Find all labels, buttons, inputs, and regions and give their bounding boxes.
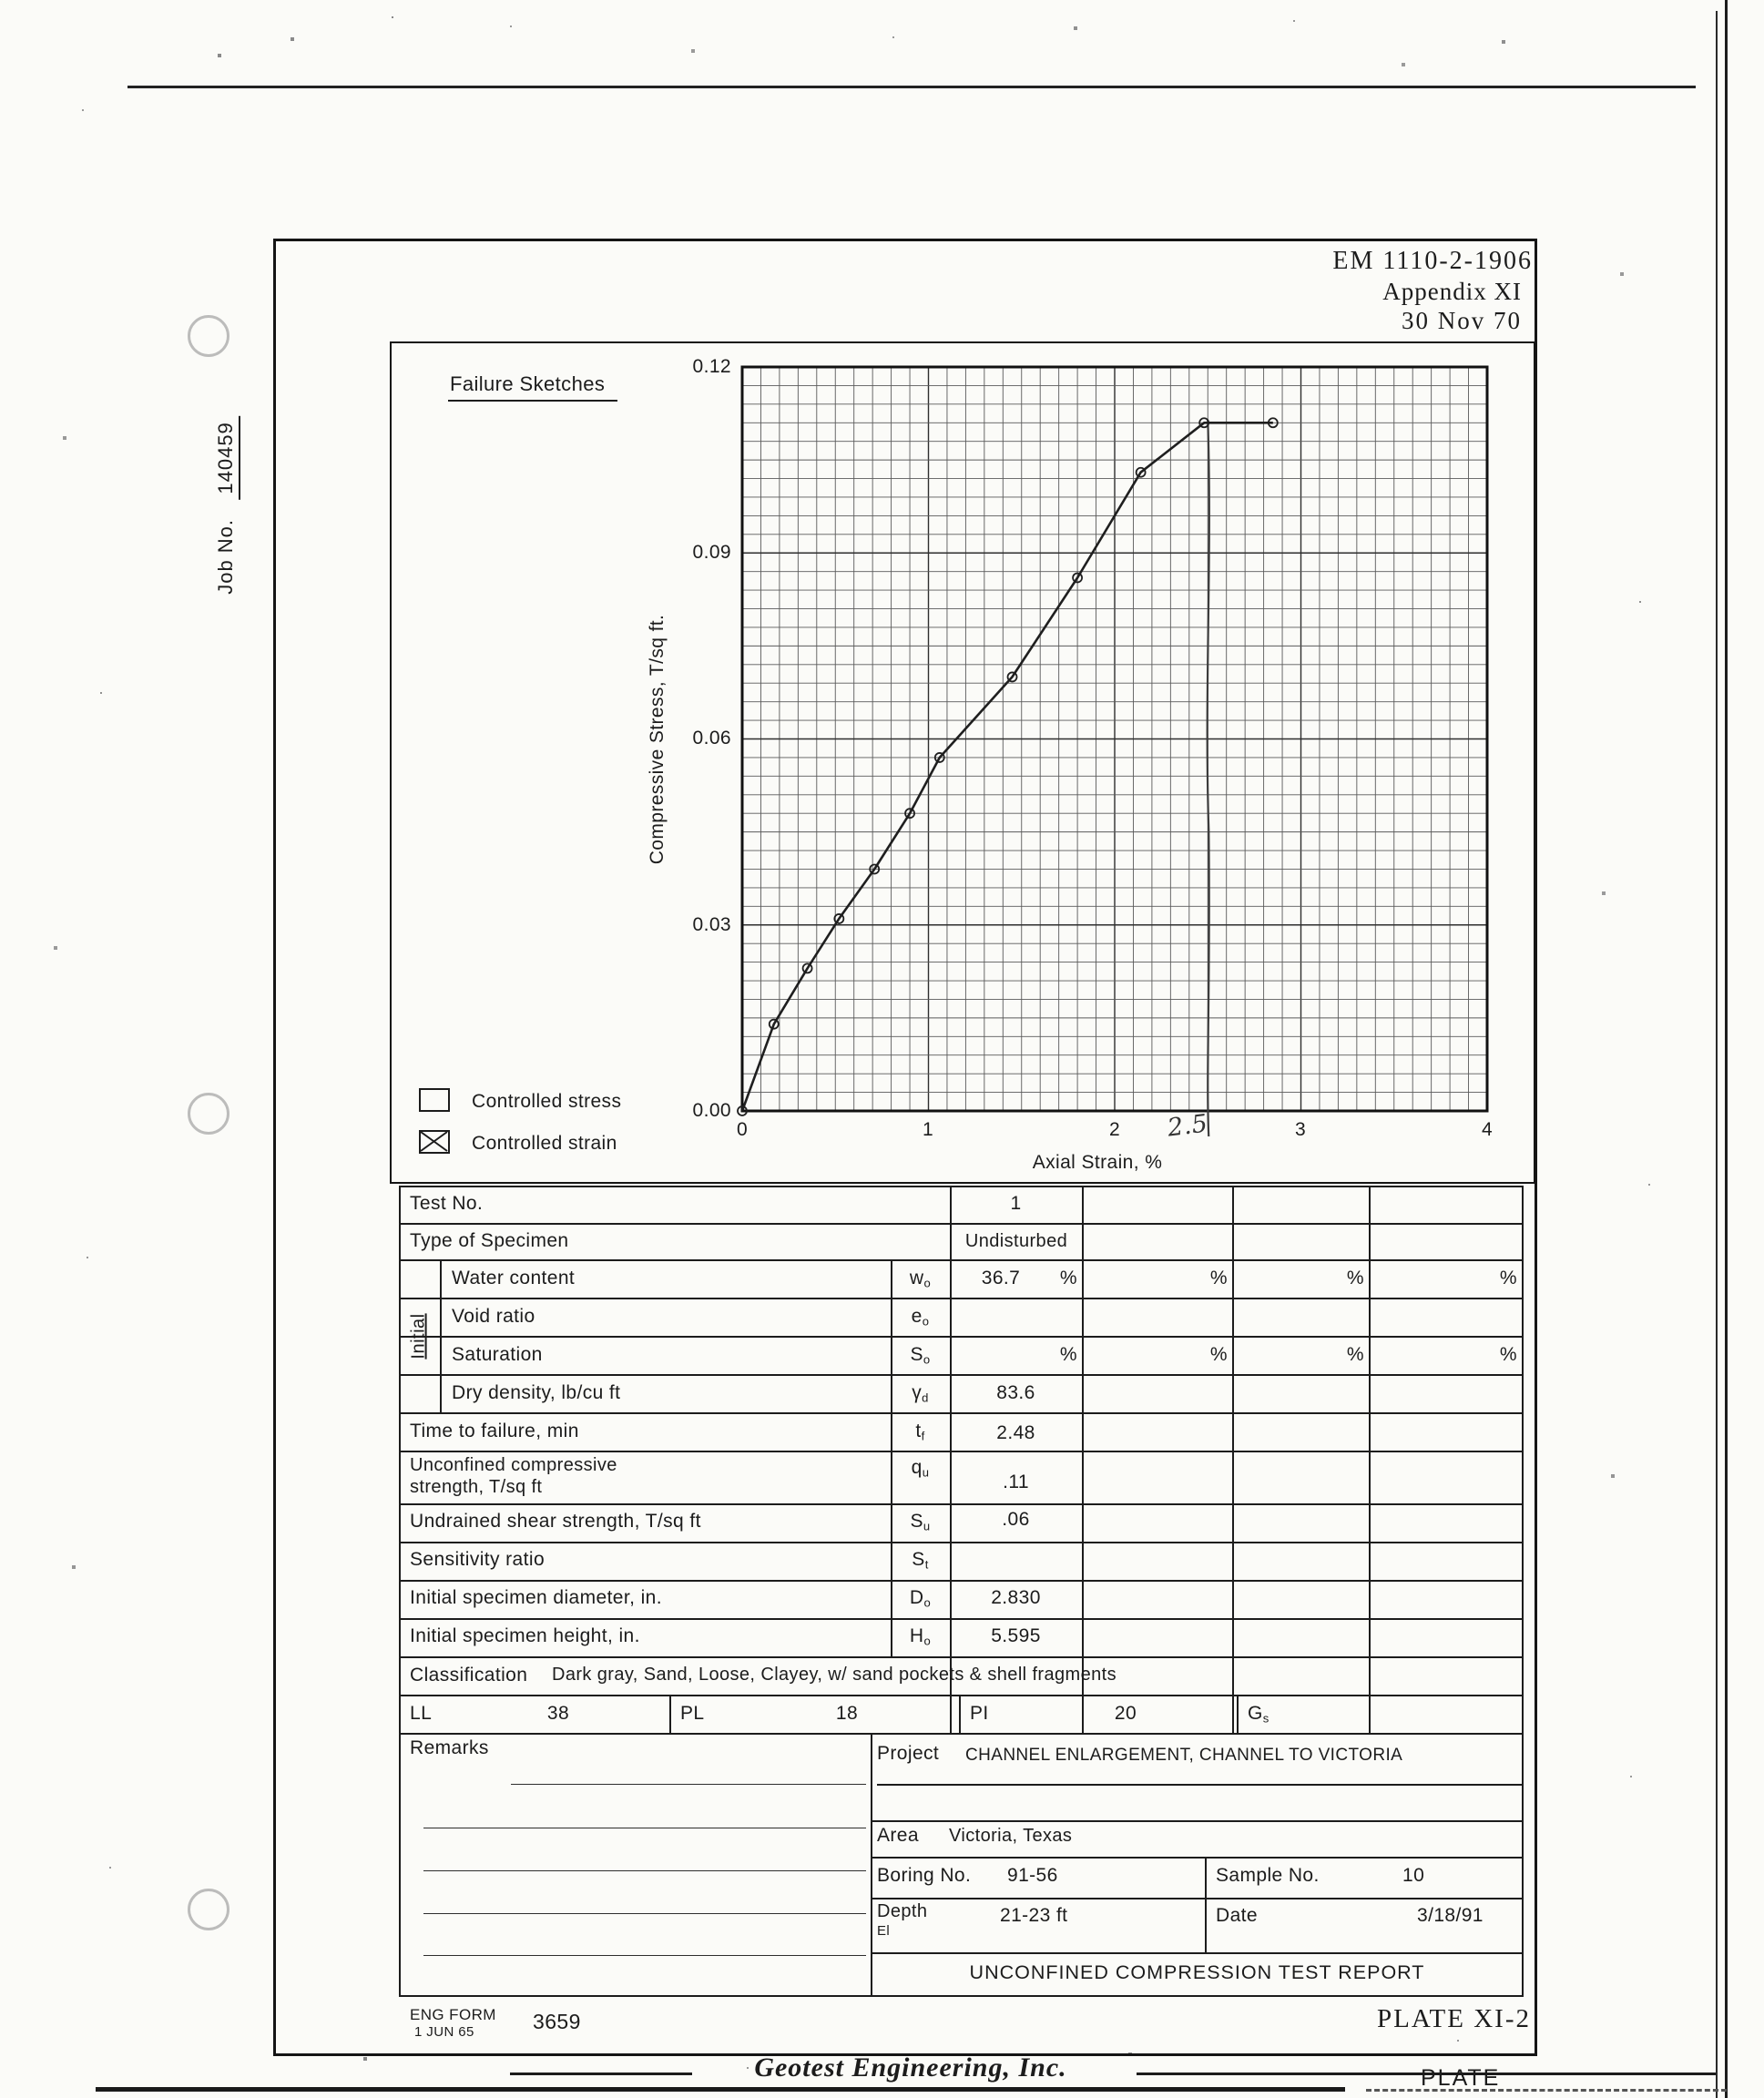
em-number: EM 1110-2-1906 (1332, 247, 1533, 275)
eng-form-label: ENG FORM (410, 2006, 496, 2023)
controlled-strain-label: Controlled strain (472, 1133, 617, 1154)
row-label-specimen-diameter: Initial specimen diameter, in. (410, 1587, 662, 1608)
row-value: .11 (1003, 1472, 1029, 1492)
ll-value: 38 (546, 1703, 570, 1724)
pl-label: PL (680, 1703, 705, 1724)
pl-value: 18 (835, 1703, 859, 1724)
row-value: 2.48 (996, 1422, 1035, 1443)
row-label-saturation: Saturation (452, 1344, 543, 1365)
date-label: Date (1216, 1905, 1258, 1926)
job-number-value: 140459 (214, 416, 240, 499)
table-rule (871, 1733, 872, 1995)
controlled-strain-checkbox (419, 1130, 450, 1154)
row-symbol: $S_t$ (912, 1549, 929, 1572)
row-value: .06 (1002, 1509, 1030, 1530)
y-tick-label: 0.09 (692, 542, 731, 563)
project-rule (871, 1857, 1524, 1859)
row-symbol: $S_u$ (910, 1511, 931, 1533)
row-label-void-ratio: Void ratio (452, 1306, 535, 1327)
remarks-label: Remarks (410, 1737, 489, 1758)
table-rule (399, 1451, 1524, 1452)
checkbox-x-mark-icon (421, 1132, 447, 1151)
row-symbol: $t_f$ (915, 1421, 925, 1443)
pi-value: 20 (1114, 1703, 1137, 1724)
percent-sign: % (1346, 1344, 1364, 1365)
row-label-sensitivity: Sensitivity ratio (410, 1549, 546, 1570)
appendix-label: Appendix XI (1382, 278, 1522, 305)
percent-sign: % (1346, 1268, 1364, 1288)
project-rule (871, 1952, 1524, 1954)
row-symbol: $S_o$ (910, 1344, 931, 1367)
row-symbol: $e_o$ (911, 1306, 930, 1329)
table-rule (399, 1656, 1524, 1658)
table-rule (440, 1259, 442, 1412)
depth-value: 21-23 ft (1000, 1905, 1068, 1926)
scan-bottom-edge-line (96, 2087, 1345, 2092)
table-rule (399, 1374, 1524, 1376)
hole-punch (188, 315, 229, 357)
row-symbol: $q_u$ (911, 1457, 930, 1480)
table-rule (399, 1259, 1524, 1261)
failure-sketches-label: Failure Sketches (448, 372, 617, 402)
percent-sign: % (1209, 1344, 1228, 1365)
job-number-label: Job No. (214, 518, 237, 595)
footer-rule (510, 2073, 692, 2075)
table-rule (959, 1695, 961, 1733)
row-symbol: $D_o$ (909, 1587, 932, 1610)
percent-sign: % (1059, 1344, 1077, 1365)
row-label-time-to-failure: Time to failure, min (410, 1421, 579, 1441)
table-rule (399, 1695, 1524, 1696)
plate-word: PLATE (1421, 2065, 1501, 2091)
company-name: Geotest Engineering, Inc. (754, 2052, 1067, 2083)
boring-no-label: Boring No. (877, 1865, 972, 1886)
date-value: 3/18/91 (1417, 1905, 1484, 1926)
eng-form-number: 3659 (533, 2010, 581, 2033)
table-rule (399, 1298, 1524, 1299)
table-rule (399, 1995, 1524, 1997)
project-rule (1205, 1857, 1207, 1952)
y-tick-label: 0.12 (692, 356, 731, 377)
x-tick-label: 1 (922, 1119, 934, 1140)
test-no-label: Test No. (410, 1193, 484, 1214)
x-tick-label: 4 (1481, 1119, 1494, 1140)
y-tick-label: 0.06 (692, 728, 731, 749)
initial-group-label: Initial (409, 1312, 430, 1360)
remarks-blank-line (511, 1784, 866, 1785)
y-axis-label: Compressive Stress, T/sq ft. (647, 614, 668, 865)
test-data-table (399, 1186, 1524, 1997)
x-tick-label: 3 (1294, 1119, 1307, 1140)
table-rule (399, 1733, 1524, 1735)
row-label-unconfined-strength: Unconfined compressive (410, 1455, 617, 1475)
row-value: 83.6 (996, 1382, 1035, 1403)
table-rule (399, 1542, 1524, 1543)
row-label-dry-density: Dry density, lb/cu ft (452, 1382, 621, 1403)
row-value: 5.595 (991, 1625, 1041, 1646)
test-no-value: 1 (1010, 1193, 1022, 1214)
scan-right-edge-line (1716, 11, 1718, 2098)
project-label: Project (877, 1743, 940, 1764)
table-rule (1237, 1695, 1239, 1733)
x-tick-label: 2 (1108, 1119, 1121, 1140)
scan-noise (0, 0, 2, 2)
sample-no-label: Sample No. (1216, 1865, 1320, 1886)
gs-label: $G_s$ (1248, 1703, 1269, 1726)
percent-sign: % (1059, 1268, 1077, 1288)
area-label: Area (877, 1825, 919, 1846)
depth-el-label: El (877, 1923, 891, 1939)
area-value: Victoria, Texas (949, 1826, 1073, 1846)
stress-strain-chart-section (390, 341, 1535, 1184)
table-rule (399, 1336, 1524, 1338)
handwritten-failure-strain: 2.5 (1166, 1109, 1209, 1143)
stress-strain-plot (742, 367, 1487, 1111)
row-label-unconfined-strength-2: strength, T/sq ft (410, 1477, 543, 1497)
percent-sign: % (1209, 1268, 1228, 1288)
table-rule (399, 1186, 1524, 1187)
project-rule (871, 1898, 1524, 1899)
project-value: CHANNEL ENLARGEMENT, CHANNEL TO VICTORIA (965, 1746, 1403, 1765)
row-value: 36.7 (981, 1268, 1021, 1288)
x-tick-label: 0 (736, 1119, 749, 1140)
row-label-specimen-height: Initial specimen height, in. (410, 1625, 640, 1646)
x-axis-label: Axial Strain, % (1032, 1152, 1163, 1173)
percent-sign: % (1499, 1344, 1517, 1365)
table-rule (1232, 1186, 1234, 1733)
classification-value: Dark gray, Sand, Loose, Clayey, w/ sand pockets & shell fragments (552, 1665, 1117, 1685)
y-tick-label: 0.03 (692, 914, 731, 935)
row-symbol: $\gamma_d$ (912, 1382, 929, 1405)
eng-form-date: 1 JUN 65 (414, 2024, 474, 2040)
scan-top-edge-line (127, 86, 1696, 88)
remarks-blank-line (423, 1913, 866, 1914)
row-label-water-content: Water content (452, 1268, 576, 1288)
document-date: 30 Nov 70 (1402, 307, 1522, 334)
remarks-blank-line (423, 1955, 866, 1956)
ll-label: LL (410, 1703, 433, 1724)
table-rule (399, 1503, 1524, 1505)
hole-punch (188, 1889, 229, 1930)
table-rule (1522, 1186, 1524, 1997)
job-number (214, 416, 238, 595)
project-rule (871, 1820, 1524, 1822)
table-rule (399, 1580, 1524, 1582)
table-rule (669, 1695, 671, 1733)
scan-right-edge-line (1725, 0, 1728, 2098)
test-report-form (273, 239, 1537, 2056)
row-label-undrained-shear: Undrained shear strength, T/sq ft (410, 1511, 701, 1532)
project-rule (877, 1784, 1522, 1786)
boring-no-value: 91-56 (1007, 1865, 1058, 1886)
classification-label: Classification (410, 1665, 528, 1686)
depth-label: Depth (877, 1901, 928, 1921)
specimen-type-label: Type of Specimen (410, 1230, 569, 1251)
table-rule (399, 1223, 1524, 1225)
table-rule (1082, 1186, 1084, 1733)
pi-label: PI (970, 1703, 989, 1724)
percent-sign: % (1499, 1268, 1517, 1288)
plate-number: PLATE XI-2 (1376, 2004, 1531, 2033)
sample-no-value: 10 (1402, 1865, 1425, 1886)
row-symbol: $w_o$ (909, 1268, 932, 1290)
remarks-blank-line (423, 1870, 866, 1871)
specimen-type-value: Undisturbed (964, 1231, 1068, 1251)
table-rule (1369, 1186, 1371, 1733)
row-value: 2.830 (991, 1587, 1041, 1608)
table-rule (399, 1412, 1524, 1414)
hole-punch (188, 1093, 229, 1135)
table-rule (399, 1618, 1524, 1620)
controlled-stress-checkbox (419, 1088, 450, 1112)
y-tick-label: 0.00 (692, 1100, 731, 1121)
report-title: UNCONFINED COMPRESSION TEST REPORT (969, 1961, 1425, 1983)
row-symbol: $H_o$ (909, 1625, 932, 1648)
controlled-stress-label: Controlled stress (472, 1091, 622, 1112)
